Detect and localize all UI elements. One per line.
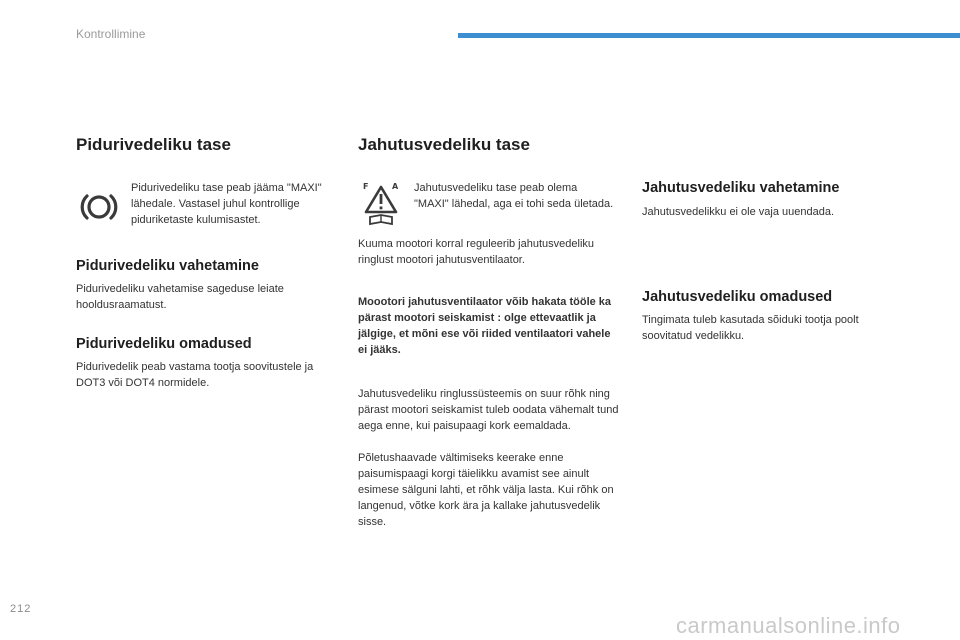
brake-fluid-title: Pidurivedeliku tase: [76, 135, 231, 154]
svg-text:A: A: [392, 182, 399, 191]
coolant-warning-icon: [361, 180, 401, 226]
coolant-level-text: Jahutusvedeliku tase peab olema "MAXI" lähedal, aga ei tohi seda ületada.: [414, 182, 614, 210]
brake-spec-text: Pidurivedelik peab vastama tootja soovitustele ja DOT3 või DOT4 normidele.: [76, 361, 314, 389]
coolant-pressure-text-1: Jahutusvedeliku ringlussüsteemis on suur rõhk ning pärast mootori seiskamist tuleb oodata vähemalt tund aega enne, kui paisupaagi kork eemaldada.: [358, 388, 619, 432]
coolant-spec-title: Jahutusvedeliku omadused: [642, 289, 833, 305]
coolant-change-text: Jahutusvedelikku ei ole vaja uuendada.: [642, 206, 835, 218]
brake-spec-title: Pidurivedeliku omadused: [76, 336, 252, 352]
coolant-level-title: Jahutusvedeliku tase: [358, 135, 530, 154]
brake-level-text: Pidurivedeliku tase peab jääma "MAXI" lähedale. Vastasel juhul kontrollige piduriketaste kulumisastet.: [131, 182, 322, 226]
coolant-spec-text: Tingimata tuleb kasutada sõiduki tootja poolt soovitatud vedelikku.: [642, 314, 859, 342]
brake-change-title: Pidurivedeliku vahetamine: [76, 258, 259, 274]
page-number: 212: [10, 603, 32, 615]
coolant-pressure-text-2: Põletushaavade vältimiseks keerake enne paisumispaagi korgi täielikku avamist see ainult esimese sälguni lahti, et rõhk välja lasta. Kui rõhk on langenud, võtke kork ära ja kallake jahutusvedelik sisse.: [358, 452, 614, 528]
coolant-change-title: Jahutusvedeliku vahetamine: [642, 180, 840, 196]
brake-change-text: Pidurivedeliku vahetamise sageduse leiate hooldusraamatust.: [76, 283, 284, 311]
brake-warning-icon: [78, 186, 120, 228]
svg-text:F: F: [363, 182, 369, 191]
section-label: Kontrollimine: [76, 27, 146, 41]
header-accent-bar: [458, 33, 960, 38]
coolant-regulation-text: Kuuma mootori korral reguleerib jahutusvedeliku ringlust mootori jahutusventilaator.: [358, 238, 595, 266]
coolant-fan-warning: Moootori jahutusventilaator võib hakata tööle ka pärast mootori seiskamist : olge ettevaatlik ja jälgige, et mõni ese või riided ventilaatori vahele ei jääks.: [358, 296, 612, 356]
watermark: carmanualsonline.info: [676, 613, 901, 638]
